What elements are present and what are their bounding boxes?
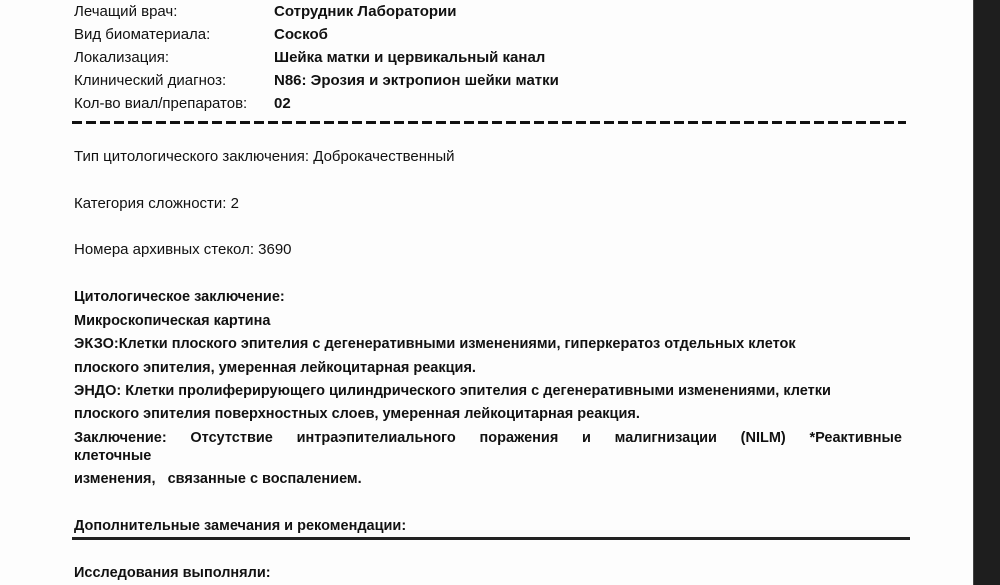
word: поражения bbox=[479, 430, 559, 446]
word: и bbox=[582, 430, 591, 446]
final-conclusion bbox=[74, 429, 902, 447]
field-value: Сотрудник Лаборатории bbox=[274, 3, 457, 20]
word: Заключение: bbox=[74, 430, 167, 446]
field-label: Лечащий врач: bbox=[74, 3, 178, 20]
word: Отсутствие bbox=[190, 430, 273, 446]
final-conclusion-cont: изменения, связанные с воспалением. bbox=[74, 471, 362, 487]
word: *Реактивные bbox=[809, 430, 902, 446]
final-conclusion-cont: клеточные bbox=[74, 448, 152, 464]
word: интраэпителиального bbox=[296, 430, 456, 446]
field-label: Локализация: bbox=[74, 49, 170, 66]
ecto-text: ЭКЗО:Клетки плоского эпителия с дегенеративными изменениями, гиперкератоз отдельных клеток bbox=[74, 336, 796, 352]
complexity-category: Категория сложности: 2 bbox=[74, 195, 239, 212]
field-label: Вид биоматериала: bbox=[74, 26, 211, 43]
field-value: Соскоб bbox=[274, 26, 328, 43]
field-label: Кол-во виал/препаратов: bbox=[74, 95, 248, 112]
field-value: Шейка матки и цервикальный канал bbox=[274, 49, 546, 66]
archive-slides: Номера архивных стекол: 3690 bbox=[74, 241, 292, 258]
conclusion-type: Тип цитологического заключения: Доброкачественный bbox=[74, 148, 455, 165]
section-divider bbox=[72, 537, 910, 540]
endo-text: ЭНДО: Клетки пролиферирующего цилиндрического эпителия с дегенеративными изменениями, клетки bbox=[74, 383, 831, 399]
endo-text: плоского эпителия поверхностных слоев, умеренная лейкоцитарная реакция. bbox=[74, 406, 640, 422]
word: малигнизации bbox=[614, 430, 717, 446]
viewer-side-panel bbox=[973, 0, 1000, 585]
field-value: 02 bbox=[274, 95, 291, 112]
remarks-heading: Дополнительные замечания и рекомендации: bbox=[74, 518, 407, 534]
microscopy-heading: Микроскопическая картина bbox=[74, 313, 271, 329]
cytology-heading: Цитологическое заключение: bbox=[74, 289, 285, 305]
field-value: N86: Эрозия и эктропион шейки матки bbox=[274, 72, 559, 89]
field-label: Клинический диагноз: bbox=[74, 72, 227, 89]
word: (NILM) bbox=[740, 430, 786, 446]
performed-heading: Исследования выполняли: bbox=[74, 565, 271, 581]
ecto-text: плоского эпителия, умеренная лейкоцитарная реакция. bbox=[74, 360, 476, 376]
dashed-divider bbox=[72, 121, 906, 124]
